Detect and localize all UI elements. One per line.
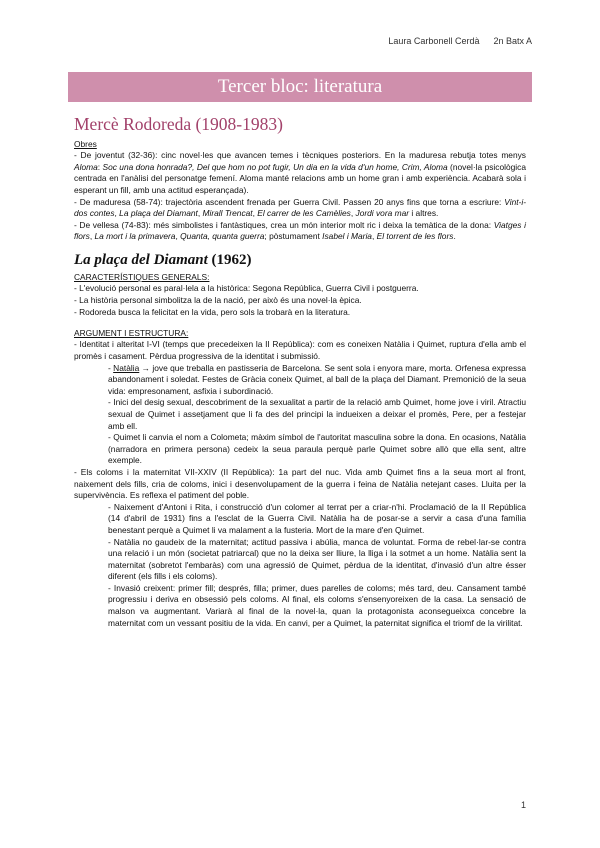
caracteristiques-label: CARACTERÍSTIQUES GENERALS: [74,272,210,283]
maduresa-paragraph: - De maduresa (58-74): trajectòria ascendent frenada per Guerra Civil. Passen 20 anys fins que torna a escriure: Vint-i-dos contes, La plaça del Diamant, Mirall Trencat, El carrer de les Camèlies, Jordi vora mar i altres. [74,196,526,219]
vellesa-paragraph: - De vellesa (74-83): més simbolistes i fantàstiques, crea un món interior molt ric i deixa la temàtica de la dona: Viatges i flors, La mort i la primavera, Quanta, quanta guerra; pòstumament Isabel i Maria, El torrent de les flors. [74,219,526,242]
invasio-subparagraph: - Invasió creixent: primer fill; després, filla; primer, dues parelles de coloms; més tard, deu. Cansament també progressiu i deriva en obsessió pels coloms. Al final, els coloms s'ensenyoreixen de la casa. La sensació de malson va augmentant. Variarà al final de la novel·la, quan la protagonista aconsegueixca concebre la maternitat com un vessant positiu de la vida. En canvi, per a Quimet, la paternitat significa el triomf de la virilitat. [108,582,526,628]
identitat-paragraph: - Identitat i alteritat I-VI (temps que precedeixen la II República): com es coneixen Natàlia i Quimet, ruptura d'ella amb el promès i casament. Pèrdua progressiva de la identitat i submissió. [74,339,526,362]
placa-heading: La plaça del Diamant (1962) [74,252,252,269]
page-number: 1 [520,800,526,810]
desig-subparagraph: - Inici del desig sexual, descobriment de la sexualitat a partir de la relació amb Quimet, home jove i viril. Atractiu sexual de Quimet i assetjament que li fa des del principi la indueixen a deixar el promès, Pere, per a festejar amb ell. [108,397,526,431]
argument-label: ARGUMENT I ESTRUCTURA: [74,328,189,339]
natalia-subparagraph: - Natàlia → jove que treballa en pastisseria de Barcelona. Se sent sola i enyora mare, morta. Orfenesa expressa abandonament i soledat. Festes de Gràcia coneix Quimet, al ball de la plaça del Diamant. Premonició de la seua vida: empresonament, asfixia i subordinació. [108,362,526,396]
coloms-paragraph: - Els coloms i la maternitat VII-XXIV (II República): 1a part del nuc. Vida amb Quimet fins a la seua mort al front, naixement dels fills, cria de coloms, inici i desenvolupament de la guerra i feina de Natàlia netejant cases. Lluita per la supervivència. Es reflexa el patiment del poble. [74,466,526,501]
page-header [388,36,532,46]
author-name: Laura Carbonell Cerdà [388,36,480,46]
naixement-subparagraph: - Naixement d'Antoni i Rita, i construcció d'un colomer al terrat per a criar-n'hi. Proclamació de la II República (14 d'abril de 1931) fins a l'esclat de la Guerra Civil. Natàlia ha de posar-se a servir a casa d'una família benestant perquè a Quimet li va malament a la fusteria. Mort de la mare d'en Quimet. [108,501,526,535]
maternitat-subparagraph: - Natàlia no gaudeix de la maternitat; actitud passiva i abúlia, manca de voluntat. Forma de rebel·lar-se contra una relació i un món (societat patriarcal) que no la deixa ser lliure, la lliga i la sotmet a un home. Natàlia sent la maternitat (sobretot l'embaràs) com una agressió de Quimet, pèrdua de la identitat, d'invasió d'un altre ésser diferent (els fills i els coloms). [108,536,526,582]
caracteristica-item: - Rodoreda busca la felicitat en la vida, pero sols la trobarà en la literatura. [74,306,351,317]
section-banner: Tercer bloc: literatura [68,72,532,102]
colometa-subparagraph: - Quimet li canvia el nom a Colometa; màxim símbol de l'autoritat masculina sobre la dona. En ocasions, Natàlia (narradora en primera persona) cedeix la seua paraula perquè parle Quimet sobre allò que ella sent, altre exemple. [108,432,526,466]
document-body [74,114,526,629]
caracteristica-item: - La història personal simbolitza la de la nació, per això és una novel·la èpica. [74,294,362,305]
joventut-paragraph: - De joventut (32-36): cinc novel·les que avancen temes i tècniques posteriors. En la maduresa rebutja totes menys Aloma: Soc una dona honrada?, Del que hom no pot fugir, Un dia en la vida d'un home, Crim, Aloma (novel·la psicològica centrada en l'anàlisi del personatge femení. Aloma manté relacions amb un home gran i amb experiència. Acabarà sola i esperant un fill, amb una actitud esperançada). [74,150,526,196]
course-name: 2n Batx A [493,36,532,46]
caracteristica-item: - L'evolució personal es paral·lela a la històrica: Segona República, Guerra Civil i postguerra. [74,283,419,294]
rodoreda-heading: Mercè Rodoreda (1908-1983) [74,114,283,134]
obres-label: Obres [74,139,97,149]
